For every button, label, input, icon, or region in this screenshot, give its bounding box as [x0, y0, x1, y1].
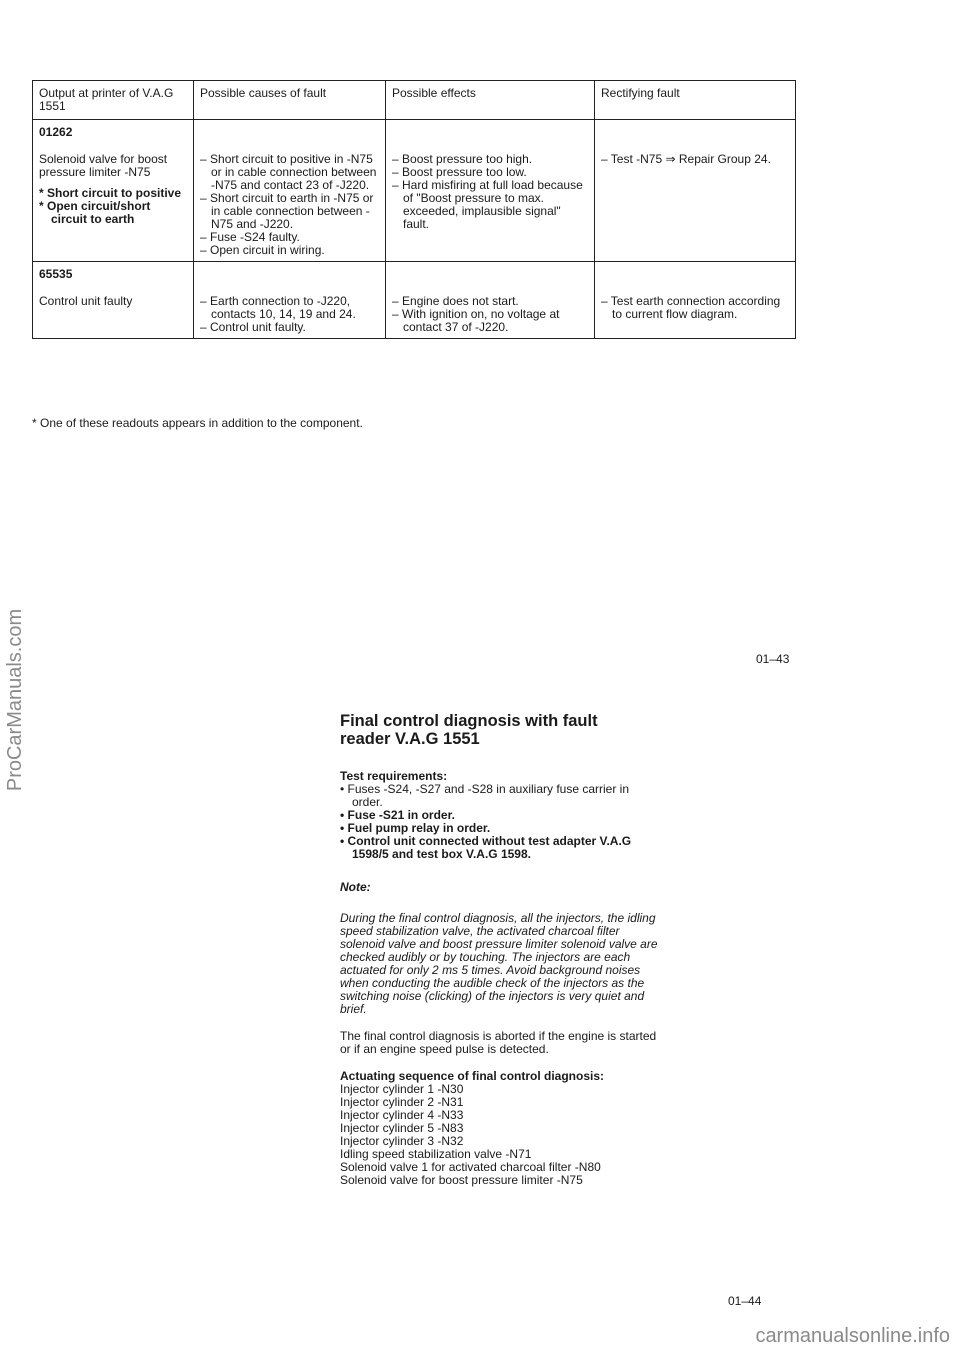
effects-cell — [386, 120, 595, 261]
list-item: • Fuel pump relay in order. — [340, 822, 660, 835]
fault-code: 65535 — [39, 267, 73, 281]
list-item: – Hard misfiring at full load because of "Boost pressure to max. exceeded, implausible signal" fault. — [392, 179, 590, 231]
component-name: Solenoid valve for boost pressure limiter -N75 — [39, 152, 168, 179]
list-item: – Test -N75 ⇒ Repair Group 24. — [601, 153, 791, 166]
list-item: – Engine does not start. — [392, 295, 590, 308]
header-rectifying: Rectifying fault — [601, 86, 680, 100]
requirements-list — [340, 783, 660, 861]
list-item: • Control unit connected without test adapter V.A.G 1598/5 and test box V.A.G 1598. — [340, 835, 660, 861]
requirements-label: Test requirements: — [340, 769, 448, 783]
header-effects: Possible effects — [386, 81, 595, 119]
list-item: Solenoid valve 1 for activated charcoal filter -N80 — [340, 1160, 601, 1174]
header-output: Output at printer of V.A.G 1551 — [33, 81, 194, 119]
sequence-list — [340, 1083, 660, 1187]
table-row — [33, 262, 795, 338]
page-number: 01–43 — [756, 652, 790, 666]
list-item: Injector cylinder 2 -N31 — [340, 1095, 464, 1109]
component-name: Control unit faulty — [39, 294, 133, 308]
fix-cell — [595, 120, 795, 261]
abort-paragraph: The final control diagnosis is aborted if the engine is started or if an engine speed pulse is detected. — [340, 1029, 657, 1056]
header-causes: Possible causes of fault — [194, 81, 386, 119]
readout-bullet: * Short circuit to positive — [39, 186, 182, 200]
sequence-label: Actuating sequence of final control diagnosis: — [340, 1069, 605, 1083]
list-item: Injector cylinder 3 -N32 — [340, 1134, 464, 1148]
list-item: – Test earth connection according to current flow diagram. — [601, 295, 791, 321]
list-item: Injector cylinder 5 -N83 — [340, 1121, 464, 1135]
list-item: – Fuse -S24 faulty. — [200, 231, 381, 244]
output-cell — [33, 120, 194, 261]
table-row — [33, 120, 795, 262]
table-header-row — [33, 81, 795, 120]
readout-bullet: * Open circuit/short circuit to earth — [39, 199, 151, 226]
list-item: – With ignition on, no voltage at contact 37 of -J220. — [392, 308, 590, 334]
list-item: – Earth connection to -J220, contacts 10, 14, 19 and 24. — [200, 295, 381, 321]
page-number: 01–44 — [728, 1294, 762, 1308]
list-item: – Control unit faulty. — [200, 321, 381, 334]
footnote: * One of these readouts appears in addition to the component. — [32, 416, 363, 430]
list-item: – Short circuit to earth in -N75 or in cable connection between -N75 and -J220. — [200, 192, 381, 231]
side-watermark: ProCarManuals.com — [4, 608, 26, 792]
list-item: Injector cylinder 4 -N33 — [340, 1108, 464, 1122]
list-item: • Fuses -S24, -S27 and -S28 in auxiliary fuse carrier in order. — [340, 783, 660, 809]
bottom-watermark: carmanualsonline.info — [755, 1325, 950, 1347]
fault-code: 01262 — [39, 125, 73, 139]
list-item: Idling speed stabilization valve -N71 — [340, 1147, 532, 1161]
effects-cell — [386, 262, 595, 338]
causes-cell — [194, 120, 386, 261]
final-diagnosis-section — [340, 712, 660, 1187]
list-item: – Boost pressure too high. — [392, 153, 590, 166]
section-title: Final control diagnosis with fault reader V.A.G 1551 — [340, 712, 598, 748]
note-label: Note: — [340, 880, 371, 894]
fault-table — [32, 80, 796, 339]
list-item: • Fuse -S21 in order. — [340, 809, 660, 822]
list-item: – Short circuit to positive in -N75 or in cable connection between -N75 and contact 23 of -J220. — [200, 153, 381, 192]
list-item: Solenoid valve for boost pressure limiter -N75 — [340, 1173, 583, 1187]
causes-cell — [194, 262, 386, 338]
list-item: – Boost pressure too low. — [392, 166, 590, 179]
list-item: – Open circuit in wiring. — [200, 244, 381, 257]
output-cell — [33, 262, 194, 338]
note-text: During the final control diagnosis, all the injectors, the idling speed stabilization valve, the activated charcoal filter solenoid valve and boost pressure limiter solenoid valve are checked audibly or by touching. The injectors are each actuated for only 2 ms 5 times. Avoid background noises when conducting the audible check of the injectors as the switching noise (clicking) of the injectors is very quiet and brief. — [340, 911, 658, 1016]
list-item: Injector cylinder 1 -N30 — [340, 1082, 464, 1096]
fix-cell — [595, 262, 795, 338]
